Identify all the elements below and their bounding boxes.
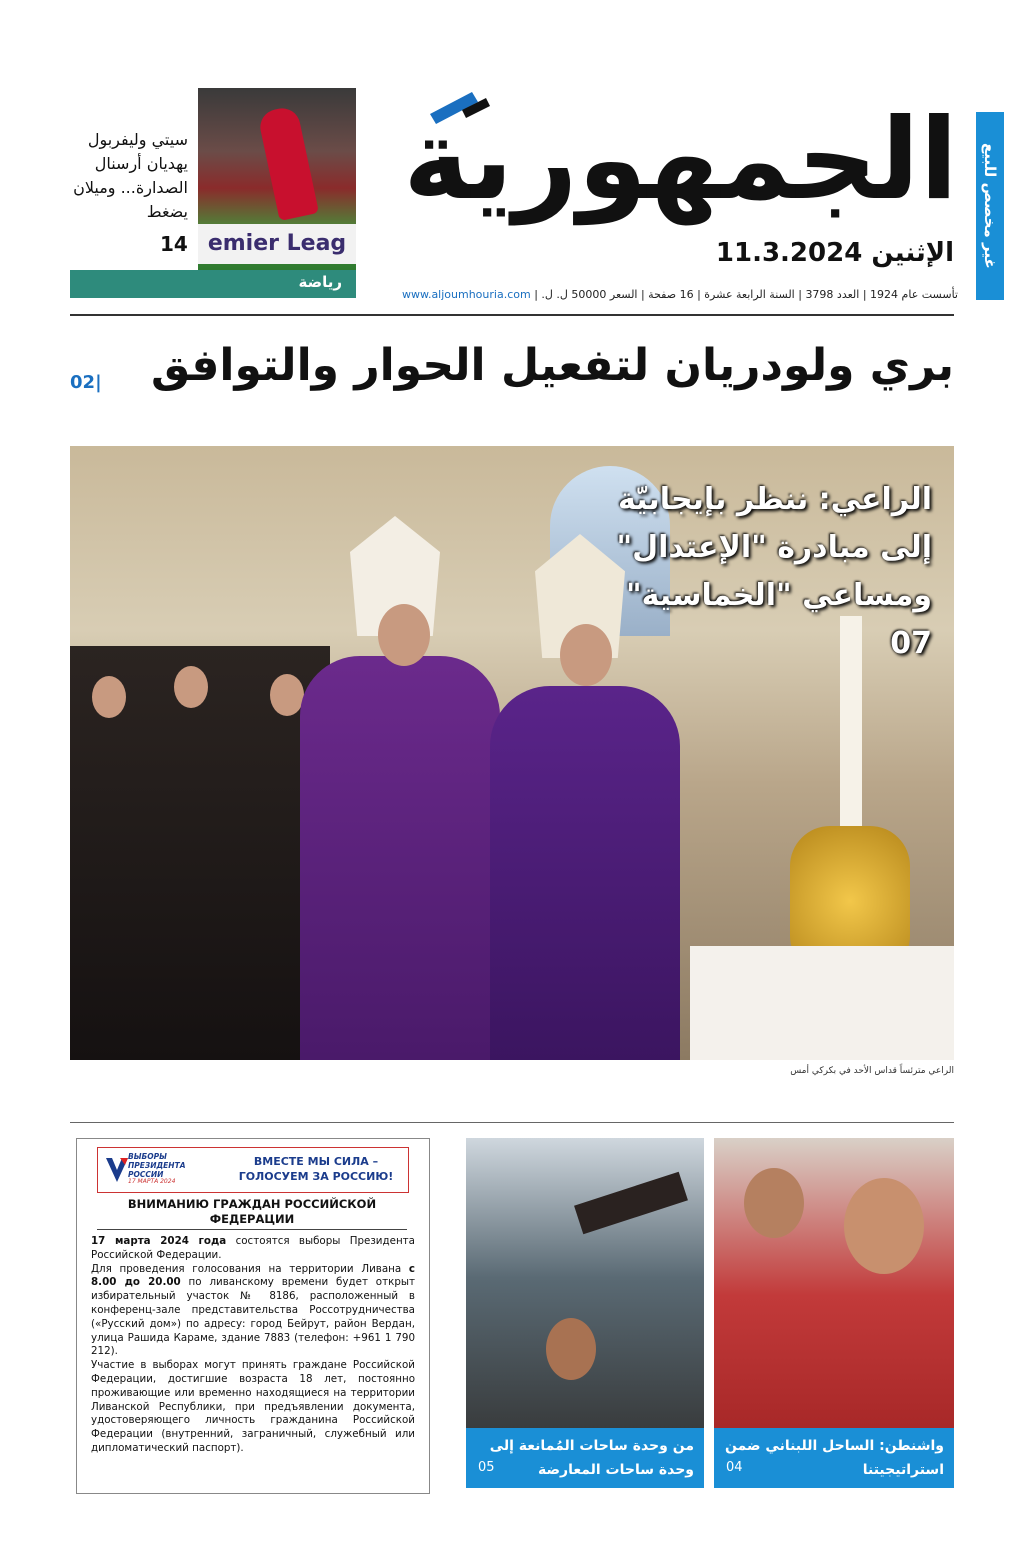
ad-paragraph: Участие в выборах могут принять граждане Российской Федерации, достигшие возраста 18 лет, постоянно проживающие или временно находящиеся на территории Ливанской Республики, при предъявлении документа, удостоверяющего личность гражданина Российской Федерации (внутренний, заграничный, служебный или дипломатический паспорт). (91, 1359, 415, 1454)
ad-slogan: ВМЕСТЕ МЫ СИЛА – ГОЛОСУЕМ ЗА РОССИЮ! (238, 1155, 394, 1183)
sports-label: رياضة (298, 273, 342, 291)
attendee-face (270, 674, 304, 716)
photo-credit: الراعي مترئساً قداس الأحد في بكركي أمس (790, 1066, 954, 1076)
election-advertisement[interactable] (76, 1138, 430, 1494)
ad-body (91, 1235, 415, 1456)
photo-headline[interactable] (592, 476, 932, 668)
sports-teaser[interactable]: سيتي وليفربول يهديان أرسنال الصدارة... وميلان يضغط (73, 130, 188, 221)
sports-photo[interactable] (198, 88, 356, 270)
story-caption-washington[interactable] (714, 1428, 954, 1488)
story-title: واشنطن: الساحل اللبناني ضمن استراتيجيتنا (725, 1438, 944, 1478)
sports-page-number: 14 (160, 232, 188, 256)
ad-text: Для проведения голосования на территории Ливана (91, 1262, 409, 1275)
ad-date: 17 марта 2024 года (91, 1235, 227, 1247)
headline-page-number: 02 (70, 372, 96, 393)
photo-headline-text: الراعي: ننظر بإيجابيّة إلى مبادرة "الإعتدال" ومساعي "الخماسية" (616, 482, 932, 613)
story-photo-children[interactable] (714, 1138, 954, 1488)
story-photo-rally[interactable] (466, 1138, 704, 1488)
issue-details: تأسست عام 1924 | العدد 3798 | السنة الرابعة عشرة | 16 صفحة | السعر 50000 ل. ل. | (534, 288, 958, 301)
ad-paragraph (91, 1235, 415, 1263)
sports-section-bar (70, 270, 356, 298)
attendee-face (174, 666, 208, 708)
main-photo[interactable] (70, 446, 954, 1060)
election-logo-text: ВЫБОРЫ ПРЕЗИДЕНТА РОССИИ (128, 1152, 186, 1179)
ad-text: состоятся выборы Президента Российской Федерации. (91, 1235, 415, 1261)
ad-title: ВНИМАНИЮ ГРАЖДАН РОССИЙСКОЙ ФЕДЕРАЦИИ (127, 1197, 377, 1226)
bishop-robe (300, 656, 500, 1060)
website-link[interactable]: www.aljoumhouria.com (401, 288, 531, 301)
altar-cloth (690, 946, 954, 1060)
election-logo-date: 17 МАРТА 2024 (128, 1178, 176, 1185)
story-title: من وحدة ساحات المُمانعة إلى وحدة ساحات المعارضة (489, 1438, 694, 1478)
issue-info (402, 288, 958, 301)
patriarch-robe (490, 686, 680, 1060)
main-headline[interactable]: بري ولودريان لتفعيل الحوار والتوافق (150, 340, 954, 391)
story-page-number: 05 (478, 1460, 495, 1475)
story-caption-fronts[interactable] (466, 1428, 704, 1488)
bishop-face (378, 604, 430, 666)
ad-paragraph (91, 1263, 415, 1360)
section-divider (70, 1122, 954, 1123)
ad-divider (97, 1229, 407, 1230)
photo-headline-page: 07 (890, 626, 932, 661)
ad-hours: с 8.00 до 20.00 (91, 1262, 415, 1289)
story-page-number: 04 (726, 1460, 743, 1475)
election-logo-icon (104, 1154, 130, 1184)
ad-header (97, 1147, 409, 1193)
protester-face (546, 1318, 596, 1380)
masthead-divider (70, 314, 954, 316)
not-for-sale-tag: غير مخصص للبيع (976, 112, 1004, 300)
issue-date: الإثنين 11.3.2024 (715, 238, 954, 268)
headline-page-ref: 02| (70, 372, 102, 393)
child-face (844, 1178, 924, 1274)
attendee-face (92, 676, 126, 718)
child-face (744, 1168, 804, 1238)
player-figure (257, 105, 319, 221)
stadium-banner: emier Leag (198, 224, 356, 264)
raised-rifle (574, 1172, 688, 1235)
masthead (403, 86, 958, 236)
newspaper-logo: الجمهورية (403, 95, 958, 225)
ad-text: по ливанскому времени будет открыт избирательный участок № 8186, расположенный в конференц-зале представительства Россотрудничества («Русский дом») по адресу: город Бейрут, район Вердан, улица Рашида Караме, здание 7883 (телефон: +961 1 790 212). (91, 1276, 415, 1358)
